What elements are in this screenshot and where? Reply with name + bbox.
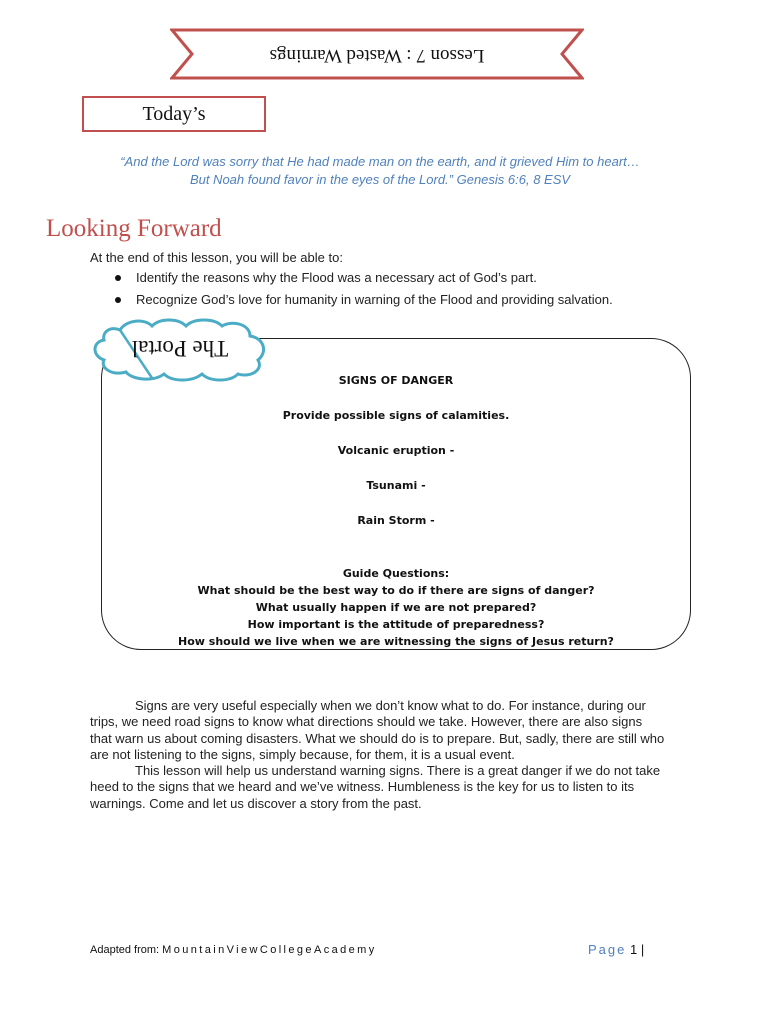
- portal-item-tsunami: Tsunami -: [366, 479, 426, 492]
- looking-forward-heading: Looking Forward: [46, 215, 222, 242]
- portal-item-volcanic: Volcanic eruption -: [337, 444, 455, 457]
- objective-text: Recognize God’s love for humanity in warning of the Flood and providing salvation.: [136, 292, 613, 307]
- portal-label: The Portal: [131, 336, 229, 361]
- portal-item-rainstorm: Rain Storm -: [357, 514, 435, 527]
- portal-title: SIGNS OF DANGER: [338, 374, 454, 387]
- body-paragraph: This lesson will help us understand warning signs. There is a great danger if we do not take heed to the signs that we heard and we’ve witness. Humbleness is the key for us to listen to its warnings. Come and let us discover a story from the past.: [90, 763, 661, 811]
- guide-question: How important is the attitude of preparedness?: [247, 618, 545, 631]
- objective-item: [111, 270, 613, 292]
- objectives-intro: At the end of this lesson, you will be able to:: [90, 250, 343, 265]
- page-separator: |: [640, 942, 645, 957]
- portal-content: [101, 372, 691, 650]
- guide-questions-heading: Guide Questions:: [342, 567, 450, 580]
- footer-attribution: [90, 944, 377, 956]
- todays-label: Today’s: [142, 103, 206, 125]
- source-name: MountainViewCollegeAcademy: [162, 944, 377, 956]
- objective-text: Identify the reasons why the Flood was a necessary act of God’s part.: [136, 270, 537, 285]
- verse-line-2: But Noah found favor in the eyes of the Lord.” Genesis 6:6, 8 ESV: [189, 172, 571, 187]
- footer-page-number: [588, 942, 644, 957]
- bullet-icon: [115, 297, 121, 303]
- adapted-from-label: Adapted from:: [90, 944, 160, 956]
- bible-verse: [80, 153, 680, 189]
- lesson-body: [90, 698, 666, 812]
- verse-line-1: “And the Lord was sorry that He had made man on the earth, and it grieved Him to heart…: [120, 154, 640, 169]
- portal-instruction: Provide possible signs of calamities.: [282, 409, 510, 422]
- guide-question: How should we live when we are witnessing the signs of Jesus return?: [178, 635, 614, 648]
- page-label: Page: [588, 942, 627, 957]
- page-number: 1: [630, 942, 638, 957]
- todays-label-box: [82, 96, 266, 132]
- bullet-icon: [115, 275, 121, 281]
- objectives-list: [111, 270, 613, 314]
- objective-item: [111, 292, 613, 314]
- lesson-title: Lesson 7 : Wasted Warnings: [269, 45, 485, 66]
- guide-question: What usually happen if we are not prepared?: [255, 601, 537, 614]
- body-paragraph: Signs are very useful especially when we don’t know what to do. For instance, during our trips, we need road signs to know what directions should we take. However, there are also signs that warn us about coming disasters. What we should do is to prepare. But, sadly, there are still who are not listening to the signs, simply because, for them, it is a usual event.: [90, 698, 665, 762]
- guide-question: What should be the best way to do if there are signs of danger?: [197, 584, 595, 597]
